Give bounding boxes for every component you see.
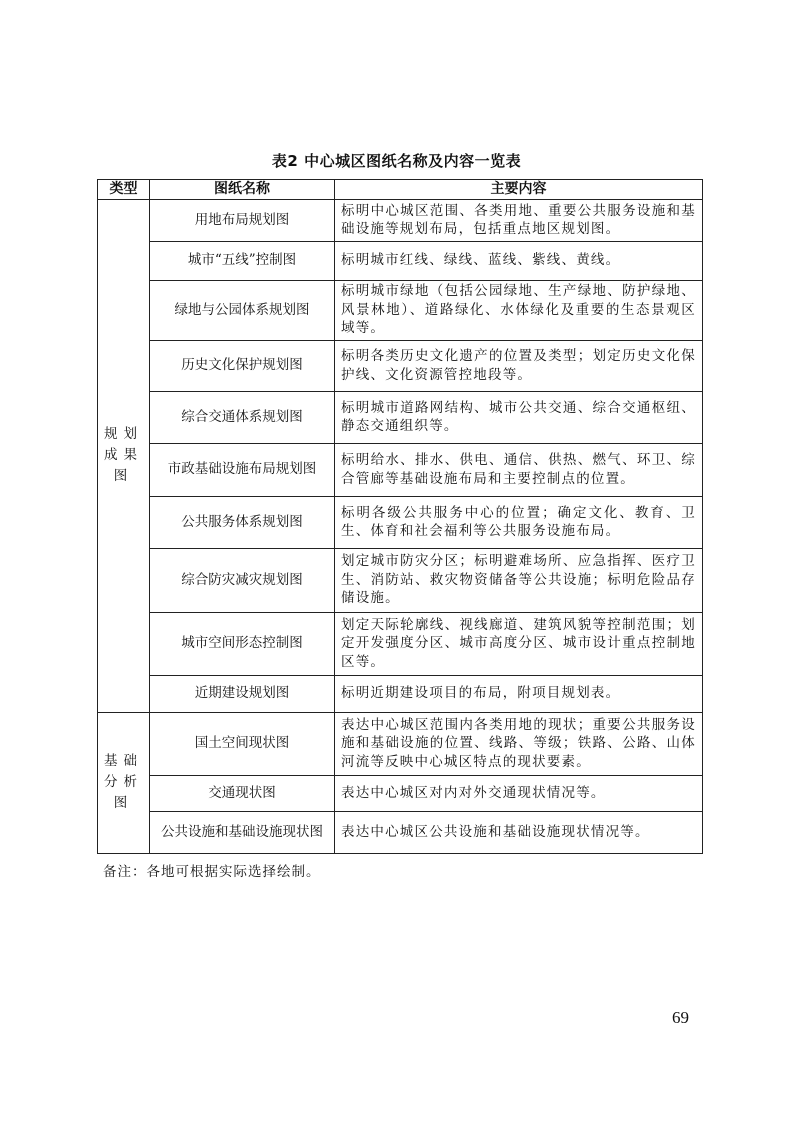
type-line: 规划	[104, 426, 143, 442]
page-number: 69	[672, 1008, 689, 1027]
table-row	[98, 548, 703, 612]
type-cell-analysis	[98, 712, 150, 853]
table-row	[98, 443, 703, 496]
drawing-content: 划定天际轮廓线、视线廊道、建筑风貌等控制范围；划定开发强度分区、城市高度分区、城市设计重点控制地区等。	[335, 612, 703, 675]
drawing-content: 表达中心城区公共设施和基础设施现状情况等。	[335, 811, 703, 853]
drawing-name: 公共服务体系规划图	[150, 496, 335, 548]
drawing-name: 近期建设规划图	[150, 675, 335, 712]
table-row	[98, 280, 703, 340]
drawing-name: 公共设施和基础设施现状图	[150, 811, 335, 853]
drawing-content: 标明给水、排水、供电、通信、供热、燃气、环卫、综合管廊等基础设施布局和主要控制点的位置。	[335, 443, 703, 496]
drawing-content: 标明各级公共服务中心的位置；确定文化、教育、卫生、体育和社会福利等公共服务设施布局。	[335, 496, 703, 548]
table-row	[98, 391, 703, 443]
drawing-content: 标明中心城区范围、各类用地、重要公共服务设施和基础设施等规划布局，包括重点地区规划图。	[335, 199, 703, 241]
drawing-content: 表达中心城区范围内各类用地的现状；重要公共服务设施和基础设施的位置、线路、等级；铁路、公路、山体河流等反映中心城区特点的现状要素。	[335, 712, 703, 775]
type-line: 分析	[104, 774, 143, 790]
type-line: 图	[113, 795, 134, 811]
header-content: 主要内容	[335, 180, 703, 200]
drawing-name: 综合防灾减灾规划图	[150, 548, 335, 612]
drawing-name: 综合交通体系规划图	[150, 391, 335, 443]
drawing-name: 用地布局规划图	[150, 199, 335, 241]
drawing-content: 标明城市道路网结构、城市公共交通、综合交通枢纽、静态交通组织等。	[335, 391, 703, 443]
drawings-table	[97, 179, 703, 854]
drawing-content: 标明城市绿地（包括公园绿地、生产绿地、防护绿地、风景林地）、道路绿化、水体绿化及重要的生态景观区域等。	[335, 280, 703, 340]
type-cell-planning	[98, 199, 150, 712]
drawing-name: 绿地与公园体系规划图	[150, 280, 335, 340]
drawing-name: 历史文化保护规划图	[150, 340, 335, 391]
drawing-content: 标明城市红线、绿线、蓝线、紫线、黄线。	[335, 241, 703, 280]
drawing-content: 标明各类历史文化遗产的位置及类型；划定历史文化保护线、文化资源管控地段等。	[335, 340, 703, 391]
drawing-name: 交通现状图	[150, 775, 335, 811]
table-row	[98, 775, 703, 811]
table-row	[98, 675, 703, 712]
table-row	[98, 340, 703, 391]
table-row	[98, 241, 703, 280]
header-row	[98, 180, 703, 200]
drawing-content: 标明近期建设项目的布局，附项目规划表。	[335, 675, 703, 712]
table-title: 表2 中心城区图纸名称及内容一览表	[271, 152, 522, 170]
drawing-name: 市政基础设施布局规划图	[150, 443, 335, 496]
table-row	[98, 612, 703, 675]
drawing-name: 城市空间形态控制图	[150, 612, 335, 675]
header-name: 图纸名称	[150, 180, 335, 200]
drawing-name: 城市“五线”控制图	[150, 241, 335, 280]
footnote: 备注：各地可根据实际选择绘制。	[103, 864, 321, 880]
drawing-content: 表达中心城区对内对外交通现状情况等。	[335, 775, 703, 811]
drawing-content: 划定城市防灾分区；标明避难场所、应急指挥、医疗卫生、消防站、救灾物资储备等公共设施；标明危险品存储设施。	[335, 548, 703, 612]
type-line: 图	[113, 468, 134, 484]
type-line: 基础	[104, 753, 143, 769]
table-row	[98, 811, 703, 853]
table-row	[98, 712, 703, 775]
table-row	[98, 496, 703, 548]
drawing-name: 国土空间现状图	[150, 712, 335, 775]
header-type: 类型	[98, 180, 150, 200]
table-row	[98, 199, 703, 241]
type-line: 成果	[104, 447, 143, 463]
